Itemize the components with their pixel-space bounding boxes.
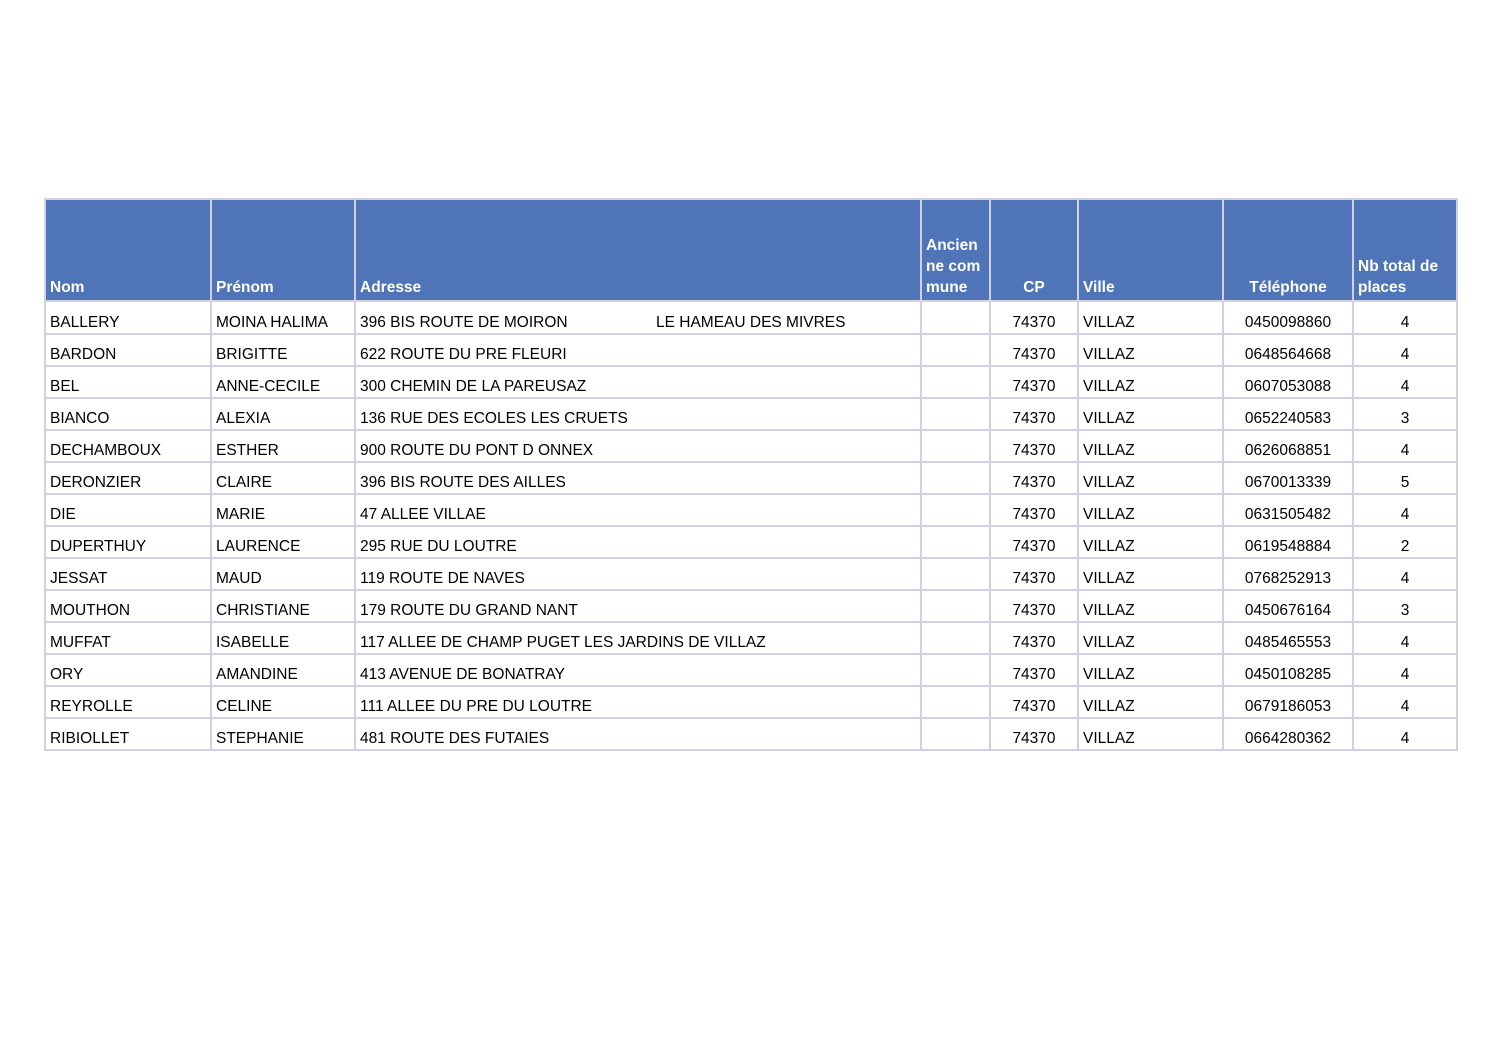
cell-nom: DERONZIER (45, 462, 211, 494)
address-text: 295 RUE DU LOUTRE (360, 538, 517, 555)
cell-ancienne-commune (921, 558, 990, 590)
address-text: 622 ROUTE DU PRE FLEURI (360, 346, 567, 363)
cell-nb-places: 2 (1353, 526, 1457, 558)
cell-prenom: MARIE (211, 494, 355, 526)
table-row (45, 301, 1457, 334)
cell-telephone: 0664280362 (1223, 718, 1353, 750)
header-adresse: Adresse (355, 199, 921, 301)
cell-telephone: 0619548884 (1223, 526, 1353, 558)
cell-telephone: 0768252913 (1223, 558, 1353, 590)
cell-nb-places: 4 (1353, 494, 1457, 526)
address-text: 413 AVENUE DE BONATRAY (360, 666, 566, 683)
address-text: 119 ROUTE DE NAVES (360, 570, 525, 587)
cell-cp: 74370 (990, 718, 1078, 750)
cell-ancienne-commune (921, 334, 990, 366)
cell-nb-places: 4 (1353, 654, 1457, 686)
cell-ville: VILLAZ (1078, 366, 1223, 398)
cell-nom: BEL (45, 366, 211, 398)
cell-nom: RIBIOLLET (45, 718, 211, 750)
header-ancienne-commune: Ancienne commune (921, 199, 990, 301)
cell-ancienne-commune (921, 686, 990, 718)
cell-telephone: 0631505482 (1223, 494, 1353, 526)
cell-prenom: AMANDINE (211, 654, 355, 686)
cell-ancienne-commune (921, 526, 990, 558)
cell-adresse (355, 622, 921, 654)
cell-adresse (355, 718, 921, 750)
cell-telephone: 0648564668 (1223, 334, 1353, 366)
cell-ancienne-commune (921, 398, 990, 430)
cell-cp: 74370 (990, 301, 1078, 334)
cell-telephone: 0450098860 (1223, 301, 1353, 334)
header-row (45, 199, 1457, 301)
cell-prenom: MAUD (211, 558, 355, 590)
cell-adresse (355, 494, 921, 526)
table-header (45, 199, 1457, 301)
cell-nb-places: 4 (1353, 622, 1457, 654)
cell-ville: VILLAZ (1078, 462, 1223, 494)
address-text: 111 ALLEE DU PRE DU LOUTRE (360, 698, 593, 715)
cell-nb-places: 4 (1353, 366, 1457, 398)
header-prenom: Prénom (211, 199, 355, 301)
cell-cp: 74370 (990, 686, 1078, 718)
table-row (45, 366, 1457, 398)
cell-adresse (355, 301, 921, 334)
cell-prenom: CELINE (211, 686, 355, 718)
cell-prenom: CLAIRE (211, 462, 355, 494)
cell-nom: DECHAMBOUX (45, 430, 211, 462)
cell-telephone: 0485465553 (1223, 622, 1353, 654)
table-row (45, 334, 1457, 366)
cell-ville: VILLAZ (1078, 558, 1223, 590)
cell-cp: 74370 (990, 334, 1078, 366)
cell-telephone: 0652240583 (1223, 398, 1353, 430)
cell-ville: VILLAZ (1078, 526, 1223, 558)
cell-ancienne-commune (921, 718, 990, 750)
cell-nom: BIANCO (45, 398, 211, 430)
cell-prenom: ESTHER (211, 430, 355, 462)
cell-ancienne-commune (921, 654, 990, 686)
cell-nb-places: 4 (1353, 558, 1457, 590)
cell-cp: 74370 (990, 590, 1078, 622)
cell-adresse (355, 366, 921, 398)
cell-ville: VILLAZ (1078, 398, 1223, 430)
cell-nb-places: 4 (1353, 686, 1457, 718)
cell-prenom: BRIGITTE (211, 334, 355, 366)
cell-nb-places: 4 (1353, 718, 1457, 750)
cell-ancienne-commune (921, 590, 990, 622)
table-row (45, 462, 1457, 494)
address-text: 179 ROUTE DU GRAND NANT (360, 602, 578, 619)
cell-nom: DIE (45, 494, 211, 526)
participants-table (44, 198, 1458, 751)
cell-adresse (355, 398, 921, 430)
cell-nom: JESSAT (45, 558, 211, 590)
cell-nb-places: 5 (1353, 462, 1457, 494)
cell-telephone: 0450676164 (1223, 590, 1353, 622)
cell-cp: 74370 (990, 558, 1078, 590)
cell-telephone: 0450108285 (1223, 654, 1353, 686)
cell-ancienne-commune (921, 494, 990, 526)
cell-prenom: ISABELLE (211, 622, 355, 654)
cell-adresse (355, 430, 921, 462)
cell-nom: DUPERTHUY (45, 526, 211, 558)
table-row (45, 718, 1457, 750)
cell-nom: REYROLLE (45, 686, 211, 718)
cell-ville: VILLAZ (1078, 430, 1223, 462)
cell-telephone: 0679186053 (1223, 686, 1353, 718)
cell-adresse (355, 686, 921, 718)
cell-nb-places: 4 (1353, 430, 1457, 462)
header-cp: CP (990, 199, 1078, 301)
cell-nom: MOUTHON (45, 590, 211, 622)
cell-ancienne-commune (921, 366, 990, 398)
cell-ville: VILLAZ (1078, 590, 1223, 622)
cell-nb-places: 4 (1353, 334, 1457, 366)
table-row (45, 494, 1457, 526)
cell-adresse (355, 654, 921, 686)
cell-prenom: LAURENCE (211, 526, 355, 558)
cell-ancienne-commune (921, 430, 990, 462)
address-text: 396 BIS ROUTE DES AILLES (360, 474, 566, 491)
cell-cp: 74370 (990, 622, 1078, 654)
cell-cp: 74370 (990, 654, 1078, 686)
cell-prenom: MOINA HALIMA (211, 301, 355, 334)
cell-prenom: CHRISTIANE (211, 590, 355, 622)
cell-ville: VILLAZ (1078, 654, 1223, 686)
cell-ancienne-commune (921, 622, 990, 654)
cell-nom: MUFFAT (45, 622, 211, 654)
table-row (45, 590, 1457, 622)
cell-adresse (355, 590, 921, 622)
cell-cp: 74370 (990, 398, 1078, 430)
address-text: 47 ALLEE VILLAE (360, 506, 486, 523)
table-row (45, 686, 1457, 718)
address-text: 900 ROUTE DU PONT D ONNEX (360, 442, 594, 459)
cell-cp: 74370 (990, 494, 1078, 526)
cell-cp: 74370 (990, 526, 1078, 558)
cell-ville: VILLAZ (1078, 301, 1223, 334)
cell-ville: VILLAZ (1078, 622, 1223, 654)
cell-nom: BARDON (45, 334, 211, 366)
table-row (45, 558, 1457, 590)
header-telephone: Téléphone (1223, 199, 1353, 301)
cell-nb-places: 4 (1353, 301, 1457, 334)
cell-prenom: STEPHANIE (211, 718, 355, 750)
cell-telephone: 0670013339 (1223, 462, 1353, 494)
address-text: 300 CHEMIN DE LA PAREUSAZ (360, 378, 587, 395)
cell-ville: VILLAZ (1078, 718, 1223, 750)
cell-nb-places: 3 (1353, 590, 1457, 622)
header-ville: Ville (1078, 199, 1223, 301)
table-row (45, 622, 1457, 654)
cell-ancienne-commune (921, 462, 990, 494)
cell-adresse (355, 526, 921, 558)
header-nom: Nom (45, 199, 211, 301)
cell-prenom: ANNE-CECILE (211, 366, 355, 398)
cell-ville: VILLAZ (1078, 494, 1223, 526)
cell-nom: BALLERY (45, 301, 211, 334)
table-row (45, 526, 1457, 558)
cell-ville: VILLAZ (1078, 686, 1223, 718)
cell-cp: 74370 (990, 366, 1078, 398)
header-nb-places: Nb total de places (1353, 199, 1457, 301)
table-row (45, 430, 1457, 462)
cell-cp: 74370 (990, 430, 1078, 462)
cell-adresse (355, 558, 921, 590)
table-row (45, 398, 1457, 430)
cell-nom: ORY (45, 654, 211, 686)
cell-prenom: ALEXIA (211, 398, 355, 430)
cell-nb-places: 3 (1353, 398, 1457, 430)
address-complement: LE HAMEAU DES MIVRES (656, 314, 846, 331)
cell-cp: 74370 (990, 462, 1078, 494)
address-text: 396 BIS ROUTE DE MOIRON (360, 314, 568, 331)
cell-adresse (355, 334, 921, 366)
table-body (45, 301, 1457, 750)
cell-ancienne-commune (921, 301, 990, 334)
cell-adresse (355, 462, 921, 494)
table-row (45, 654, 1457, 686)
address-text: 481 ROUTE DES FUTAIES (360, 730, 550, 747)
cell-telephone: 0607053088 (1223, 366, 1353, 398)
address-text: 136 RUE DES ECOLES LES CRUETS (360, 410, 628, 427)
cell-ville: VILLAZ (1078, 334, 1223, 366)
address-text: 117 ALLEE DE CHAMP PUGET LES JARDINS DE VILLAZ (360, 634, 766, 651)
cell-telephone: 0626068851 (1223, 430, 1353, 462)
